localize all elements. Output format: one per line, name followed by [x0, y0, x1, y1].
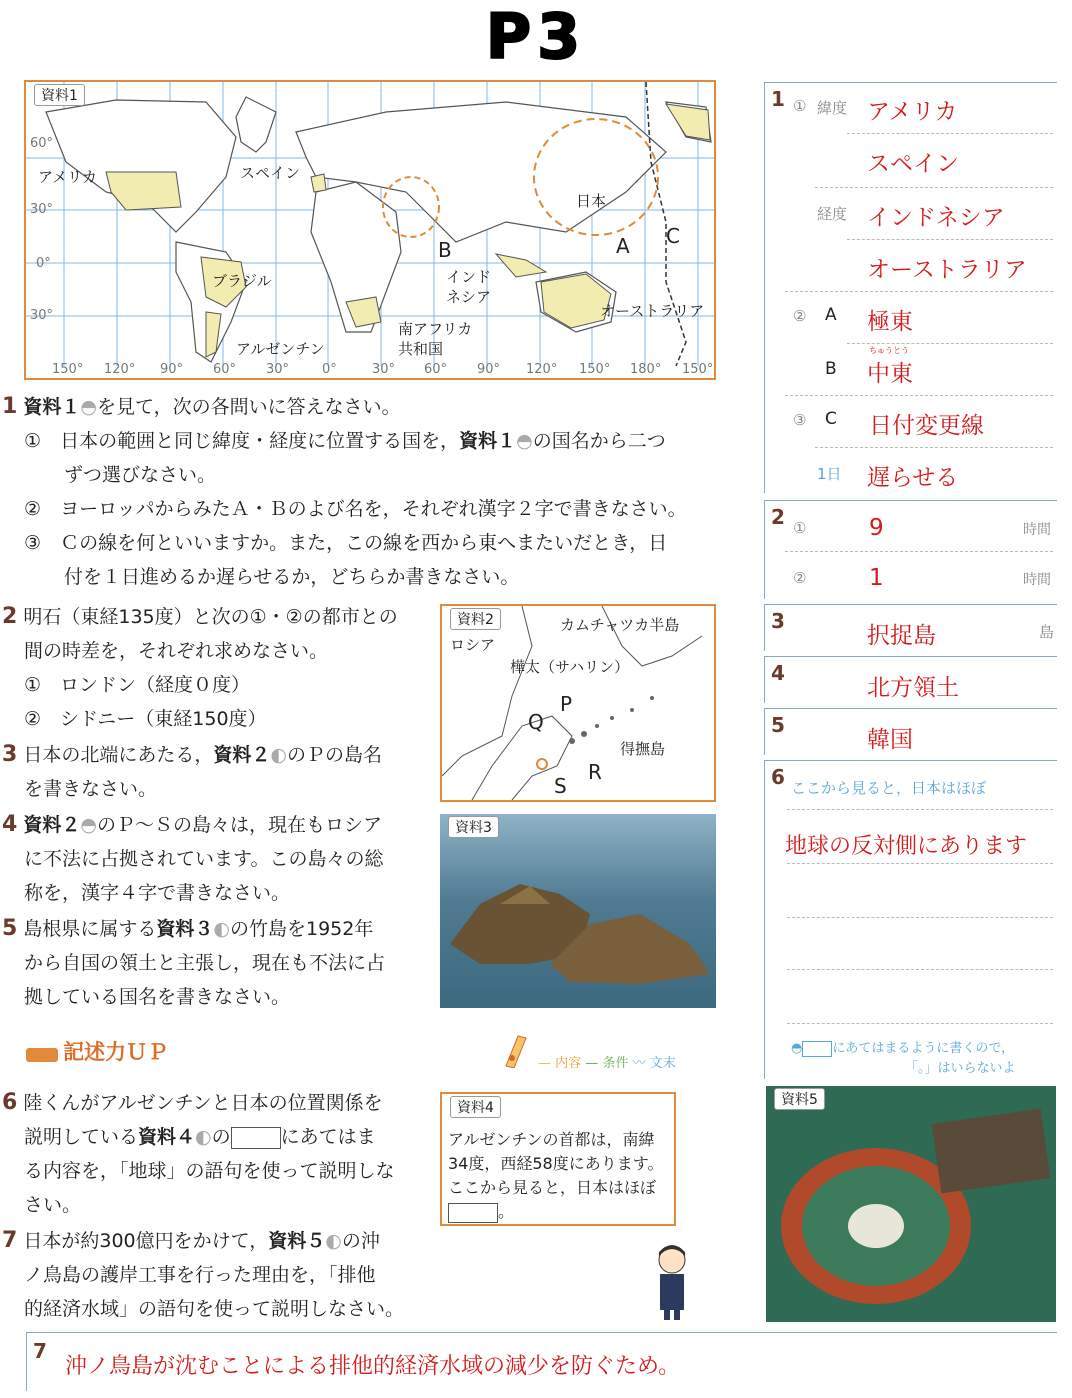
answer-6-note: ◓ にあてはまるように書くので， — [791, 1041, 1015, 1056]
label-s: S — [554, 774, 567, 798]
doc2-figure — [440, 604, 716, 802]
blank-box — [231, 1127, 281, 1149]
pencil-cup-icon — [500, 1028, 530, 1068]
page-title: P3 — [485, 0, 587, 73]
doc3-tag: 資料3 — [448, 816, 499, 838]
lat-30s: 30° — [30, 308, 54, 323]
answer-5-box: 5 韓国 — [764, 708, 1057, 755]
answer-7-text[interactable]: 沖ノ鳥島が沈むことによる排他的経済水域の減少を防ぐため。 — [65, 1354, 681, 1379]
label-argentina: アルゼンチン — [236, 340, 325, 358]
answer-korea[interactable]: 韓国 — [867, 727, 913, 753]
label-indonesia-1: インド — [446, 268, 492, 286]
answer-indonesia[interactable]: インドネシア — [867, 205, 1005, 231]
lat-0: 0° — [36, 256, 51, 271]
answer-opposite-side[interactable]: 地球の反対側にあります — [785, 834, 1028, 859]
answer-date-line[interactable]: 日付変更線 — [869, 413, 984, 439]
label-a: A — [616, 234, 630, 258]
answer-6-box: 6 ここから見ると，日本はほぼ 地球の反対側にあります ◓ にあてはまるように書くので， 「。」はいらないよ — [764, 760, 1057, 1079]
label-sakhalin: 樺太（サハリン） — [510, 658, 630, 676]
answer-middle-east[interactable]: 中東 — [867, 361, 913, 387]
doc3-photo — [440, 814, 716, 1008]
question-7: 7 日本が約300億円をかけて，資料５◐の沖 ノ鳥島の護岸工事を行った理由を，「排他 的経済水域」の語句を使って説明しなさい。 — [2, 1228, 405, 1320]
lat-60: 60° — [30, 136, 54, 151]
label-c: C — [666, 224, 680, 248]
okinotorishima-image — [766, 1086, 1056, 1322]
doc4-text: アルゼンチンの首都は，南緯 34度，西経58度にあります。 ここから見ると，日本はほぼ 。 — [448, 1130, 664, 1221]
kijutsu-banner: 記述力ＵＰ — [26, 1036, 168, 1066]
world-map — [26, 82, 714, 378]
doc4-box — [440, 1092, 676, 1226]
answer-1-box: 1 ① 緯度 アメリカ スペイン 経度 インドネシア オーストラリア ② A 極東 B ちゅうとう 中東 ③ C 日付変更線 1日 遅らせる — [764, 82, 1057, 493]
question-1: 1 資料１◓を見て，次の各問いに答えなさい。 ① 日本の範囲と同じ緯度・経度に位置する国を，資料１◓の国名から二つ ずつ選びなさい。 ② ヨーロッパからみたＡ・Ｂのよび名を，それぞれ漢字２字で書きなさい。 ③ Ｃの線を何といいますか。また，この線を西から東へまたいだとき，日 付を１日進めるか遅らせるか，どちらか書きなさい。 — [2, 394, 687, 588]
label-r: R — [588, 760, 602, 784]
label-b: B — [438, 238, 452, 262]
label-spain: スペイン — [240, 164, 301, 182]
label-japan: 日本 — [576, 192, 607, 210]
answer-far-east[interactable]: 極東 — [867, 309, 913, 335]
doc1-tag: 資料1 — [34, 84, 85, 106]
answer-australia[interactable]: オーストラリア — [867, 257, 1027, 283]
question-3: 3 日本の北端にあたる，資料２◐のＰの島名 を書きなさい。 — [2, 742, 382, 800]
doc4-blank — [448, 1203, 498, 1223]
answer-america[interactable]: アメリカ — [867, 99, 958, 125]
label-uruppu: 得撫島 — [620, 740, 666, 758]
question-5: 5 島根県に属する資料３◐の竹島を1952年 から自国の領土と主張し，現在も不法に占 拠している国名を書きなさい。 — [2, 916, 386, 1008]
answer-2-box: 2 ① 9 時間 ② 1 時間 — [764, 500, 1057, 599]
kijutsu-legend: — 内容 — 条件 〰 文末 — [538, 1056, 676, 1071]
answer-sydney-hours[interactable]: 1 — [869, 565, 884, 591]
answer-etorofu[interactable]: 択捉島 — [867, 623, 936, 649]
answer-delay[interactable]: 遅らせる — [867, 465, 959, 491]
question-6: 6 陸くんがアルゼンチンと日本の位置関係を 説明している資料４◐の にあてはま る内容を，「地球」の語句を使って説明しな さい。 — [2, 1090, 395, 1216]
label-indonesia-2: ネシア — [446, 288, 492, 306]
doc5-photo — [766, 1086, 1056, 1322]
label-south-africa-2: 共和国 — [398, 340, 444, 358]
answer-3-box: 3 択捉島 島 — [764, 604, 1057, 651]
pencil-icon — [26, 1048, 58, 1062]
takeshima-islands-image — [440, 814, 716, 1008]
doc2-tag: 資料2 — [450, 608, 501, 630]
doc4-tag: 資料4 — [450, 1096, 501, 1118]
question-2: 2 明石（東経135度）と次の①・②の都市との 間の時差を，それぞれ求めなさい。 ① ロンドン（経度０度） ② シドニー（東経150度） — [2, 604, 398, 730]
label-p: P — [560, 692, 573, 716]
lon-axis: 150° 120° 90° 60° 30° 0° 30° 60° 90° 120° 150° 180° 150° — [52, 362, 714, 377]
lat-30n: 30° — [30, 202, 54, 217]
label-brazil: ブラジル — [212, 272, 272, 290]
label-america: アメリカ — [38, 168, 97, 186]
doc5-tag: 資料5 — [774, 1088, 825, 1110]
answer-london-hours[interactable]: 9 — [869, 515, 884, 541]
answer-spain[interactable]: スペイン — [867, 151, 959, 177]
answer-7-box: 7 沖ノ鳥島が沈むことによる排他的経済水域の減少を防ぐため。 — [26, 1332, 1057, 1391]
label-australia: オーストラリア — [600, 302, 705, 320]
answer-4-box: 4 北方領土 — [764, 656, 1057, 703]
label-south-africa-1: 南アフリカ — [398, 320, 473, 338]
label-kamchatka: カムチャツカ半島 — [560, 616, 680, 634]
student-avatar — [652, 1244, 692, 1320]
answer-northern-territories[interactable]: 北方領土 — [867, 675, 959, 701]
world-map-figure — [24, 80, 716, 380]
question-4: 4 資料２◓のＰ～Ｓの島々は，現在もロシア に不法に占拠されています。この島々の総 称を，漢字４字で書きなさい。 — [2, 812, 384, 904]
label-q: Q — [528, 710, 544, 734]
label-russia: ロシア — [450, 636, 496, 654]
